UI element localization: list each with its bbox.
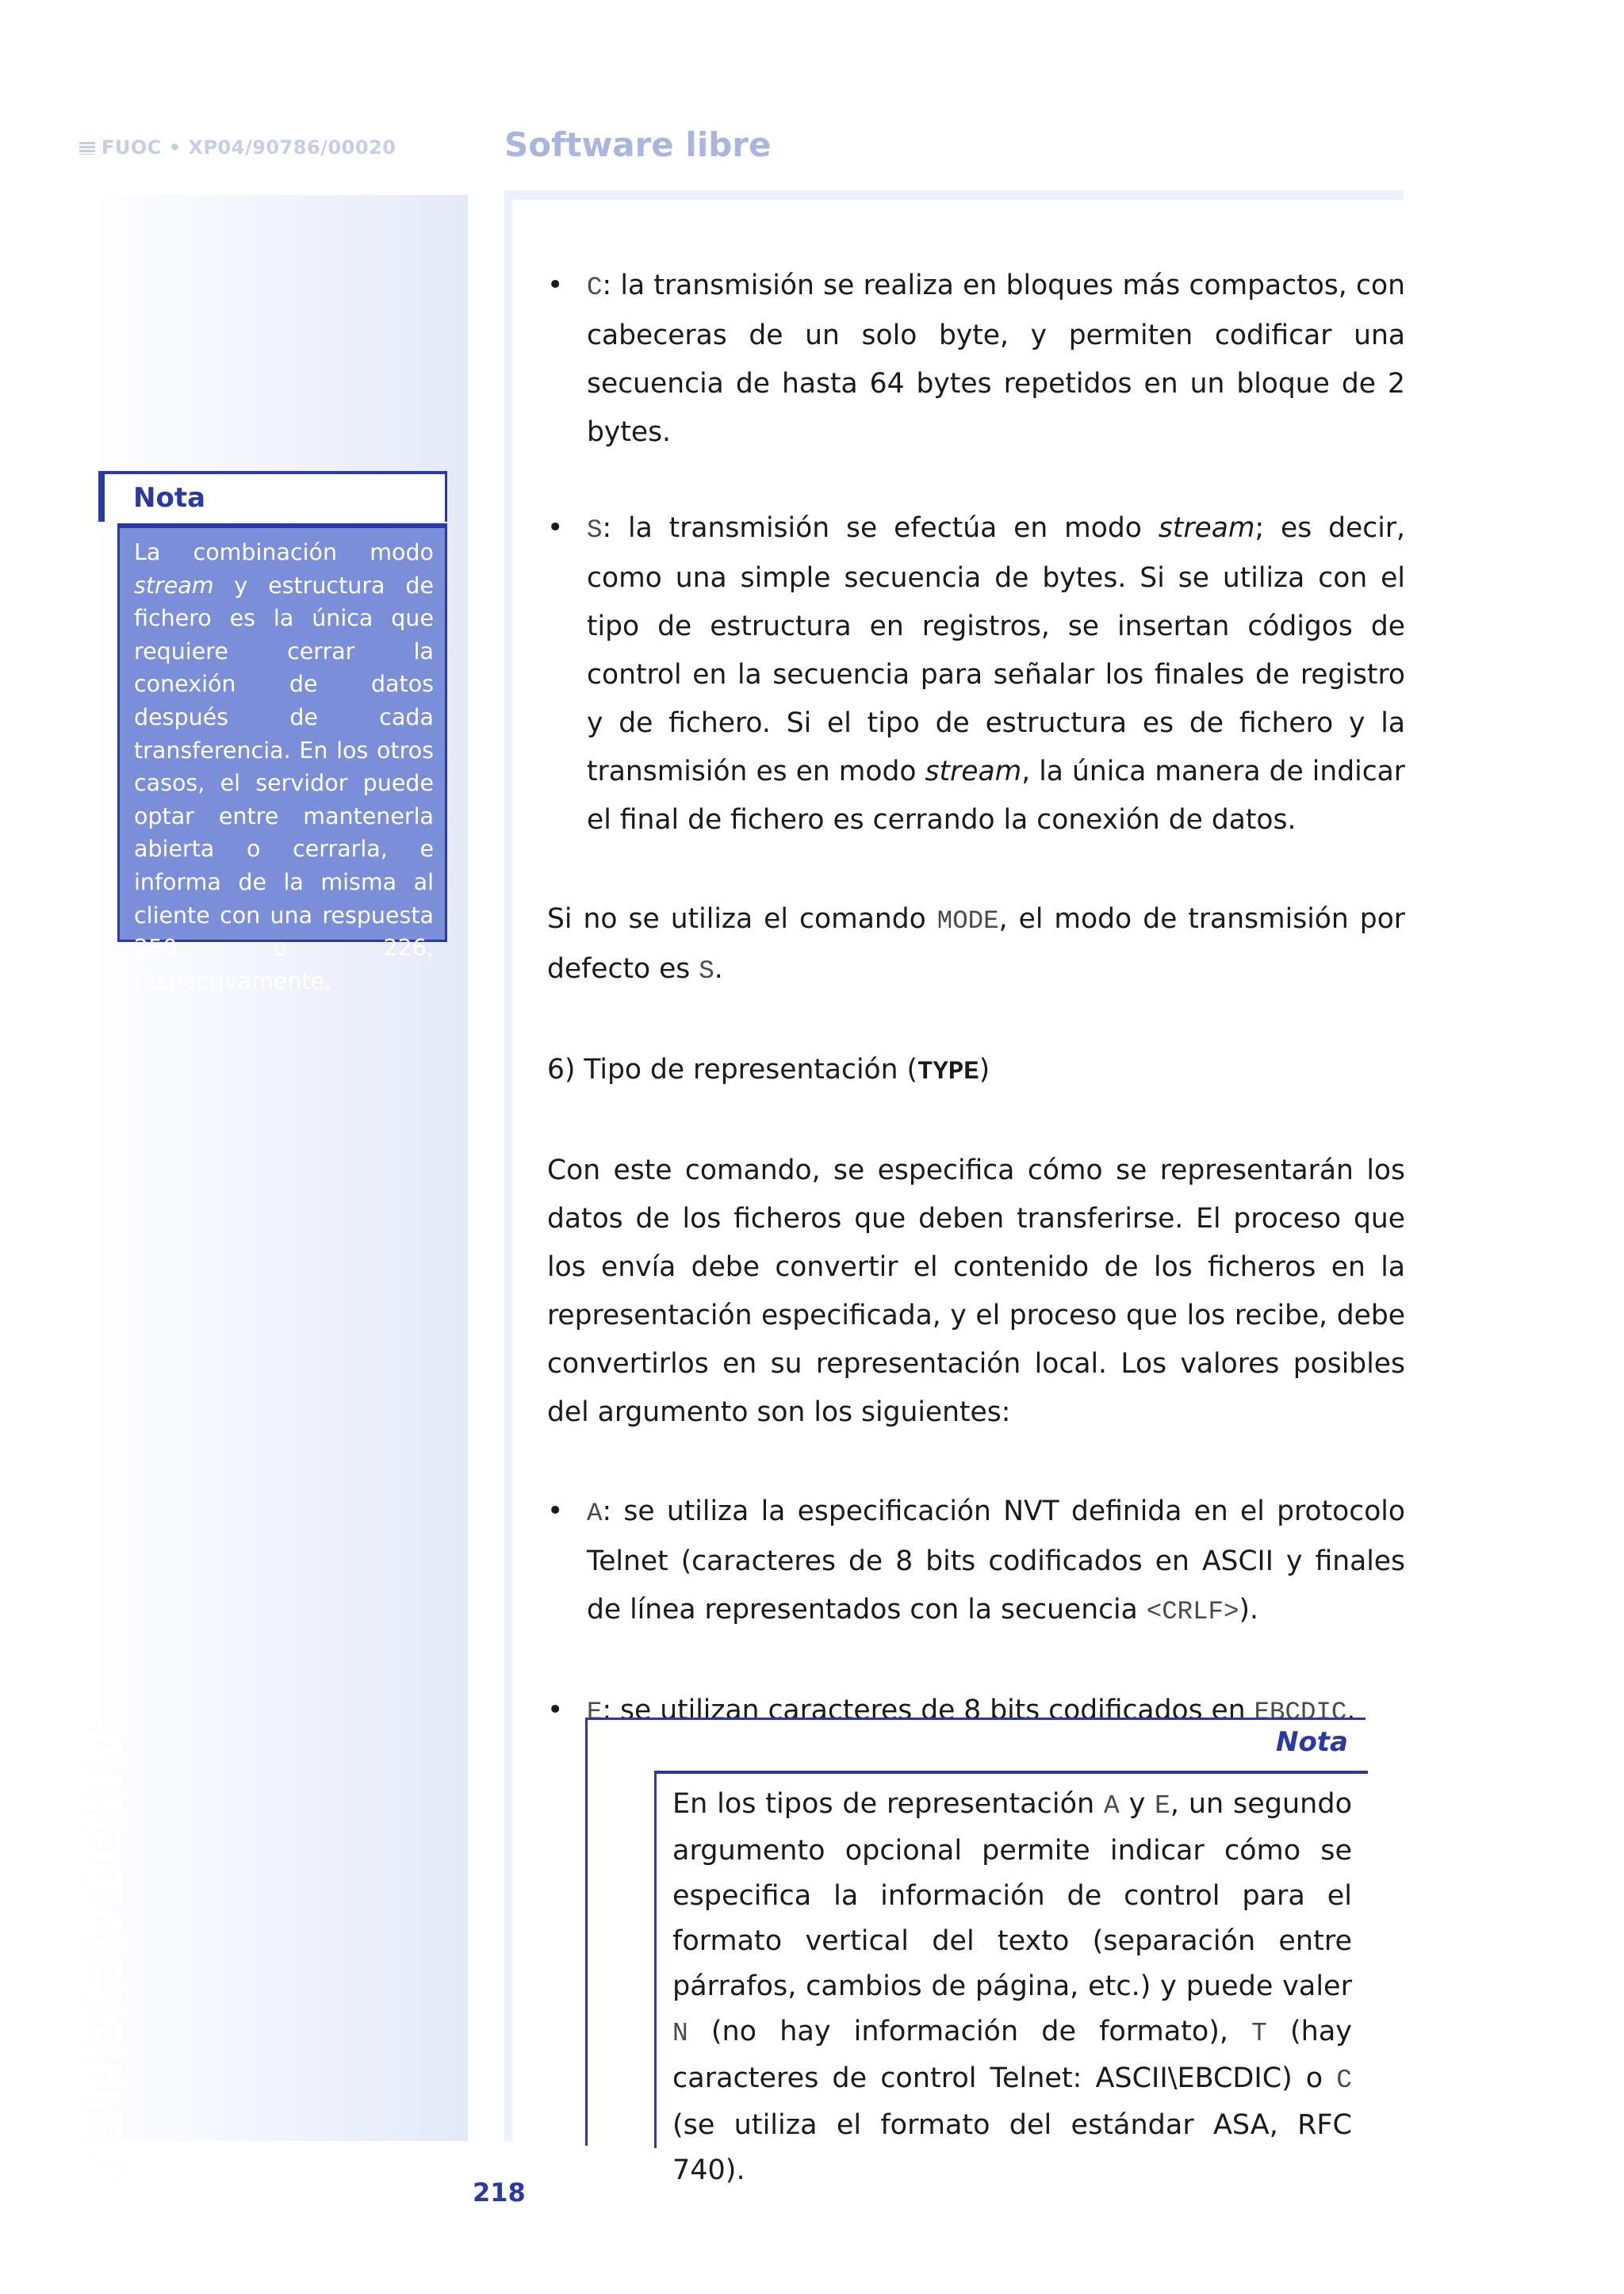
uoc-logo-icon — [79, 142, 95, 155]
main-content — [547, 262, 1405, 1737]
header-code: FUOC • XP04/90786/00020 — [102, 136, 396, 159]
side-note-tab — [98, 471, 447, 522]
main-left-rule — [504, 190, 512, 2141]
inline-note-text: En los tipos de representación A y E, un segundo argumento opcional permite indicar cómo se especifica la información de control para el formato vertical del texto (separación entre párrafos, cambios de página, etc.) y puede valer N (no hay información de formato), T (hay caracteres de control Telnet: ASCII\EBCDIC) o C (se utiliza el formato del estándar ASA, RFC 740). — [672, 1788, 1352, 2186]
bullet-e: • E: se utilizan caracteres de 8 bits codificados en EBCDIC. — [547, 1687, 1405, 1737]
section-heading-type: 6) Tipo de representación (TYPE) — [547, 1054, 990, 1086]
header-publisher — [79, 136, 396, 159]
type-paragraph: Con este comando, se especifica cómo se representarán los datos de los ficheros que deben transferirse. El proceso que los envía debe convertir el contenido de los ficheros en la representación especificada, y el proceso que los recibe, debe convertirlos en su representación local. Los valores posibles del argumento son los siguientes: — [547, 1155, 1405, 1428]
page-number: 218 — [473, 2177, 526, 2208]
header-title: Software libre — [504, 125, 772, 164]
side-note-box — [117, 523, 447, 994]
bullet-a: • A: se utiliza la especificación NVT definida en el protocolo Telnet (caracteres de 8 bits codificados en ASCII y finales de línea representados con la secuencia <CRLF>). — [547, 1488, 1405, 1636]
bullet-c: • C: la transmisión se realiza en bloques más compactos, con cabeceras de un solo byte, y permiten codificar una secuencia de hasta 64 bytes repetidos en un bloque de 2 bytes. — [547, 262, 1405, 457]
annotations-vertical-label: ANOTACIONES — [68, 1725, 133, 2189]
inline-note — [585, 1718, 1365, 2186]
side-note-text: La combinación modo stream y estructura de fichero es la única que requiere cerrar la conexión de datos después de cada transferencia. En los otros casos, el servidor puede optar entre mantenerla abierta o cerrarla, e informa de la misma al cliente con una respuesta 250 o 226, respectivamente. — [134, 539, 434, 994]
mode-paragraph: Si no se utiliza el comando MODE, el modo de transmisión por defecto es S. — [547, 903, 1405, 986]
inline-note-body — [654, 1771, 1368, 2186]
inline-note-title: Nota — [1275, 1726, 1348, 1758]
bullet-s: • S: la transmisión se efectúa en modo stream; es decir, como una simple secuencia de bytes. Si se utiliza con el tipo de estructura en registros, se insertan códigos de control en la secuencia para señalar los finales de registro y de fichero. Si el tipo de estructura es de fichero y la transmisión es en modo stream, la única manera de indicar el final de fichero es cerrando la conexión de datos. — [547, 504, 1405, 844]
main-top-rule — [504, 190, 1404, 200]
side-note-title: Nota — [133, 482, 206, 514]
